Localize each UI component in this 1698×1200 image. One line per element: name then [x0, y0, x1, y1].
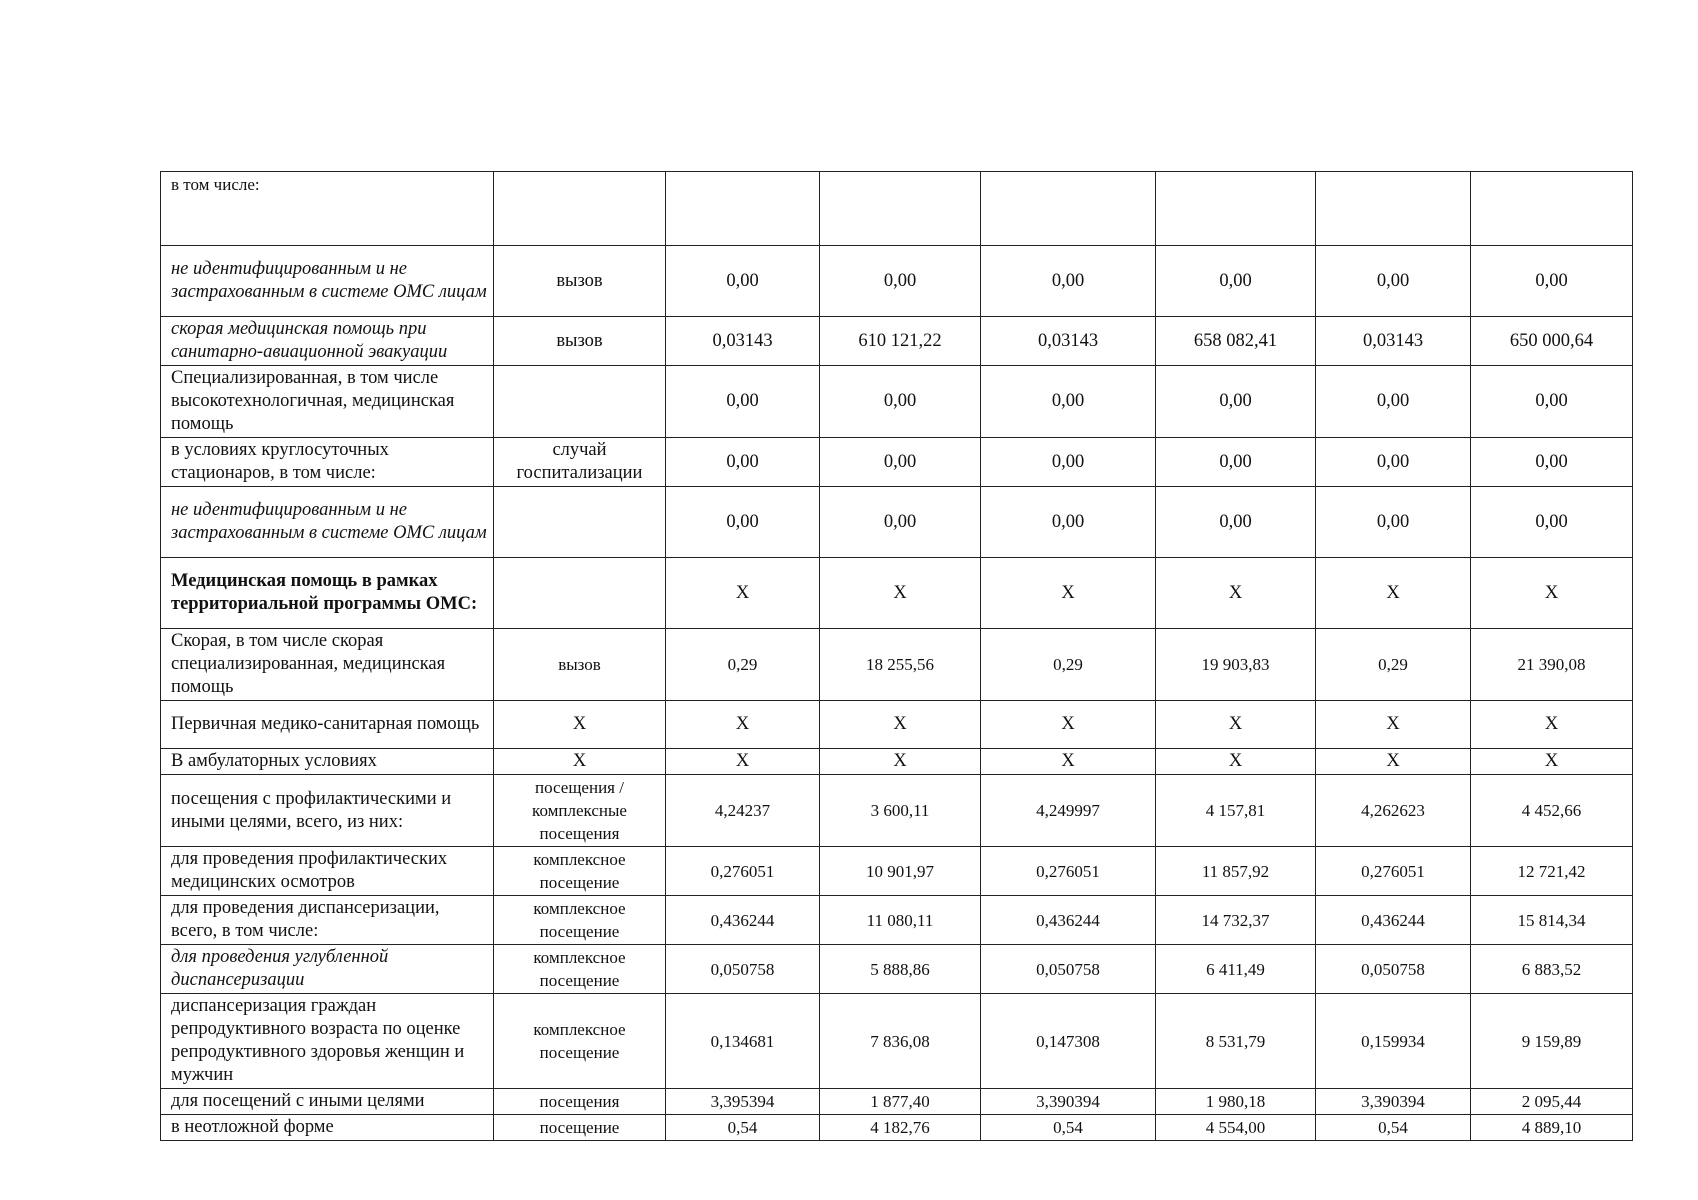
value-cell: X: [820, 749, 981, 775]
value-cell: 9 159,89: [1471, 994, 1633, 1089]
value-cell: 658 082,41: [1156, 317, 1316, 366]
value-cell: X: [666, 558, 820, 629]
value-cell: 0,00: [981, 366, 1156, 438]
value-cell: X: [820, 701, 981, 749]
value-cell: 4 452,66: [1471, 775, 1633, 847]
row-name-cell: в том числе:: [161, 172, 494, 246]
row-name-cell: Специализированная, в том числе высокотехнологичная, медицинская помощь: [161, 366, 494, 438]
row-name-cell: скорая медицинская помощь при санитарно-авиационной эвакуации: [161, 317, 494, 366]
value-cell: X: [981, 558, 1156, 629]
row-name-cell: в неотложной форме: [161, 1115, 494, 1141]
table-body: [161, 172, 1633, 1141]
value-cell: 8 531,79: [1156, 994, 1316, 1089]
table-row: [161, 487, 1633, 558]
value-cell: [1471, 172, 1633, 246]
value-cell: 0,00: [1471, 487, 1633, 558]
value-cell: 0,00: [666, 487, 820, 558]
row-name-cell: Медицинская помощь в рамках территориальной программы ОМС:: [161, 558, 494, 629]
value-cell: 21 390,08: [1471, 629, 1633, 701]
value-cell: 4 182,76: [820, 1115, 981, 1141]
value-cell: X: [981, 749, 1156, 775]
unit-cell: комплексное посещение: [494, 847, 666, 896]
value-cell: 0,00: [1471, 438, 1633, 487]
value-cell: 0,00: [1471, 366, 1633, 438]
value-cell: 0,00: [981, 487, 1156, 558]
table-row: [161, 317, 1633, 366]
table-row: [161, 994, 1633, 1089]
value-cell: 11 857,92: [1156, 847, 1316, 896]
value-cell: 0,276051: [981, 847, 1156, 896]
value-cell: 0,147308: [981, 994, 1156, 1089]
value-cell: 0,00: [1316, 246, 1471, 317]
value-cell: 1 980,18: [1156, 1089, 1316, 1115]
value-cell: 0,54: [1316, 1115, 1471, 1141]
value-cell: 15 814,34: [1471, 896, 1633, 945]
unit-cell: [494, 366, 666, 438]
value-cell: 11 080,11: [820, 896, 981, 945]
value-cell: 0,00: [1316, 366, 1471, 438]
value-cell: 0,00: [1316, 438, 1471, 487]
value-cell: 19 903,83: [1156, 629, 1316, 701]
value-cell: 0,54: [666, 1115, 820, 1141]
unit-cell: комплексное посещение: [494, 896, 666, 945]
row-name-cell: для проведения диспансеризации, всего, в том числе:: [161, 896, 494, 945]
unit-cell: вызов: [494, 629, 666, 701]
value-cell: 3,390394: [1316, 1089, 1471, 1115]
row-name-cell: для проведения углубленной диспансеризации: [161, 945, 494, 994]
value-cell: X: [1156, 701, 1316, 749]
unit-cell: посещения / комплексные посещения: [494, 775, 666, 847]
value-cell: 650 000,64: [1471, 317, 1633, 366]
value-cell: [981, 172, 1156, 246]
value-cell: 4,24237: [666, 775, 820, 847]
value-cell: 0,03143: [666, 317, 820, 366]
table-row: [161, 749, 1633, 775]
row-name-cell: В амбулаторных условиях: [161, 749, 494, 775]
value-cell: 4 889,10: [1471, 1115, 1633, 1141]
value-cell: X: [666, 749, 820, 775]
table-row: [161, 558, 1633, 629]
table-row: [161, 629, 1633, 701]
row-name-cell: для проведения профилактических медицинских осмотров: [161, 847, 494, 896]
value-cell: 0,00: [981, 246, 1156, 317]
value-cell: 0,03143: [981, 317, 1156, 366]
value-cell: [666, 172, 820, 246]
table-row: [161, 945, 1633, 994]
row-name-cell: Первичная медико-санитарная помощь: [161, 701, 494, 749]
row-name-cell: посещения с профилактическими и иными целями, всего, из них:: [161, 775, 494, 847]
value-cell: [820, 172, 981, 246]
value-cell: 0,00: [666, 246, 820, 317]
table-row: [161, 1115, 1633, 1141]
value-cell: 3,390394: [981, 1089, 1156, 1115]
unit-cell: комплексное посещение: [494, 994, 666, 1089]
value-cell: 0,00: [820, 438, 981, 487]
row-name-cell: не идентифицированным и не застрахованным в системе ОМС лицам: [161, 487, 494, 558]
value-cell: 0,00: [820, 487, 981, 558]
value-cell: 4,249997: [981, 775, 1156, 847]
table-row: [161, 775, 1633, 847]
value-cell: X: [1471, 558, 1633, 629]
table-row: [161, 246, 1633, 317]
value-cell: 0,276051: [666, 847, 820, 896]
value-cell: 4 157,81: [1156, 775, 1316, 847]
value-cell: 18 255,56: [820, 629, 981, 701]
value-cell: 0,159934: [1316, 994, 1471, 1089]
value-cell: 3,395394: [666, 1089, 820, 1115]
value-cell: 0,29: [666, 629, 820, 701]
value-cell: 0,00: [820, 246, 981, 317]
value-cell: 0,00: [981, 438, 1156, 487]
row-name-cell: в условиях круглосуточных стационаров, в том числе:: [161, 438, 494, 487]
value-cell: 0,276051: [1316, 847, 1471, 896]
value-cell: X: [1316, 558, 1471, 629]
value-cell: 0,050758: [981, 945, 1156, 994]
value-cell: X: [820, 558, 981, 629]
value-cell: X: [1471, 701, 1633, 749]
value-cell: 0,00: [1156, 366, 1316, 438]
unit-cell: [494, 172, 666, 246]
value-cell: 5 888,86: [820, 945, 981, 994]
value-cell: [1316, 172, 1471, 246]
value-cell: 0,03143: [1316, 317, 1471, 366]
value-cell: X: [981, 701, 1156, 749]
value-cell: 10 901,97: [820, 847, 981, 896]
table-row: [161, 438, 1633, 487]
unit-cell: случай госпитализации: [494, 438, 666, 487]
value-cell: 7 836,08: [820, 994, 981, 1089]
unit-cell: [494, 487, 666, 558]
unit-cell: X: [494, 701, 666, 749]
value-cell: 0,54: [981, 1115, 1156, 1141]
value-cell: 3 600,11: [820, 775, 981, 847]
value-cell: 0,29: [1316, 629, 1471, 701]
value-cell: 6 883,52: [1471, 945, 1633, 994]
table-row: [161, 366, 1633, 438]
norms-table: [160, 171, 1633, 1141]
value-cell: 1 877,40: [820, 1089, 981, 1115]
value-cell: 0,436244: [666, 896, 820, 945]
value-cell: 0,436244: [981, 896, 1156, 945]
value-cell: 12 721,42: [1471, 847, 1633, 896]
value-cell: X: [1156, 749, 1316, 775]
value-cell: 6 411,49: [1156, 945, 1316, 994]
value-cell: 0,00: [1471, 246, 1633, 317]
value-cell: 0,00: [1156, 487, 1316, 558]
value-cell: 0,134681: [666, 994, 820, 1089]
value-cell: 0,00: [1156, 246, 1316, 317]
value-cell: X: [1471, 749, 1633, 775]
row-name-cell: для посещений с иными целями: [161, 1089, 494, 1115]
value-cell: 2 095,44: [1471, 1089, 1633, 1115]
value-cell: 0,29: [981, 629, 1156, 701]
value-cell: 610 121,22: [820, 317, 981, 366]
value-cell: 0,436244: [1316, 896, 1471, 945]
value-cell: 0,00: [820, 366, 981, 438]
value-cell: 0,050758: [1316, 945, 1471, 994]
value-cell: 0,00: [1316, 487, 1471, 558]
value-cell: X: [666, 701, 820, 749]
table-row: [161, 701, 1633, 749]
value-cell: 0,00: [666, 438, 820, 487]
table-row: [161, 847, 1633, 896]
unit-cell: посещение: [494, 1115, 666, 1141]
unit-cell: X: [494, 749, 666, 775]
value-cell: 0,00: [666, 366, 820, 438]
value-cell: X: [1156, 558, 1316, 629]
value-cell: 0,00: [1156, 438, 1316, 487]
value-cell: 4 554,00: [1156, 1115, 1316, 1141]
value-cell: [1156, 172, 1316, 246]
unit-cell: комплексное посещение: [494, 945, 666, 994]
value-cell: X: [1316, 749, 1471, 775]
table-row: [161, 172, 1633, 246]
unit-cell: посещения: [494, 1089, 666, 1115]
value-cell: 0,050758: [666, 945, 820, 994]
value-cell: X: [1316, 701, 1471, 749]
row-name-cell: Скорая, в том числе скорая специализированная, медицинская помощь: [161, 629, 494, 701]
value-cell: 14 732,37: [1156, 896, 1316, 945]
unit-cell: [494, 558, 666, 629]
value-cell: 4,262623: [1316, 775, 1471, 847]
unit-cell: вызов: [494, 246, 666, 317]
table-row: [161, 1089, 1633, 1115]
row-name-cell: диспансеризация граждан репродуктивного возраста по оценке репродуктивного здоровья женщин и мужчин: [161, 994, 494, 1089]
table-row: [161, 896, 1633, 945]
row-name-cell: не идентифицированным и не застрахованным в системе ОМС лицам: [161, 246, 494, 317]
unit-cell: вызов: [494, 317, 666, 366]
